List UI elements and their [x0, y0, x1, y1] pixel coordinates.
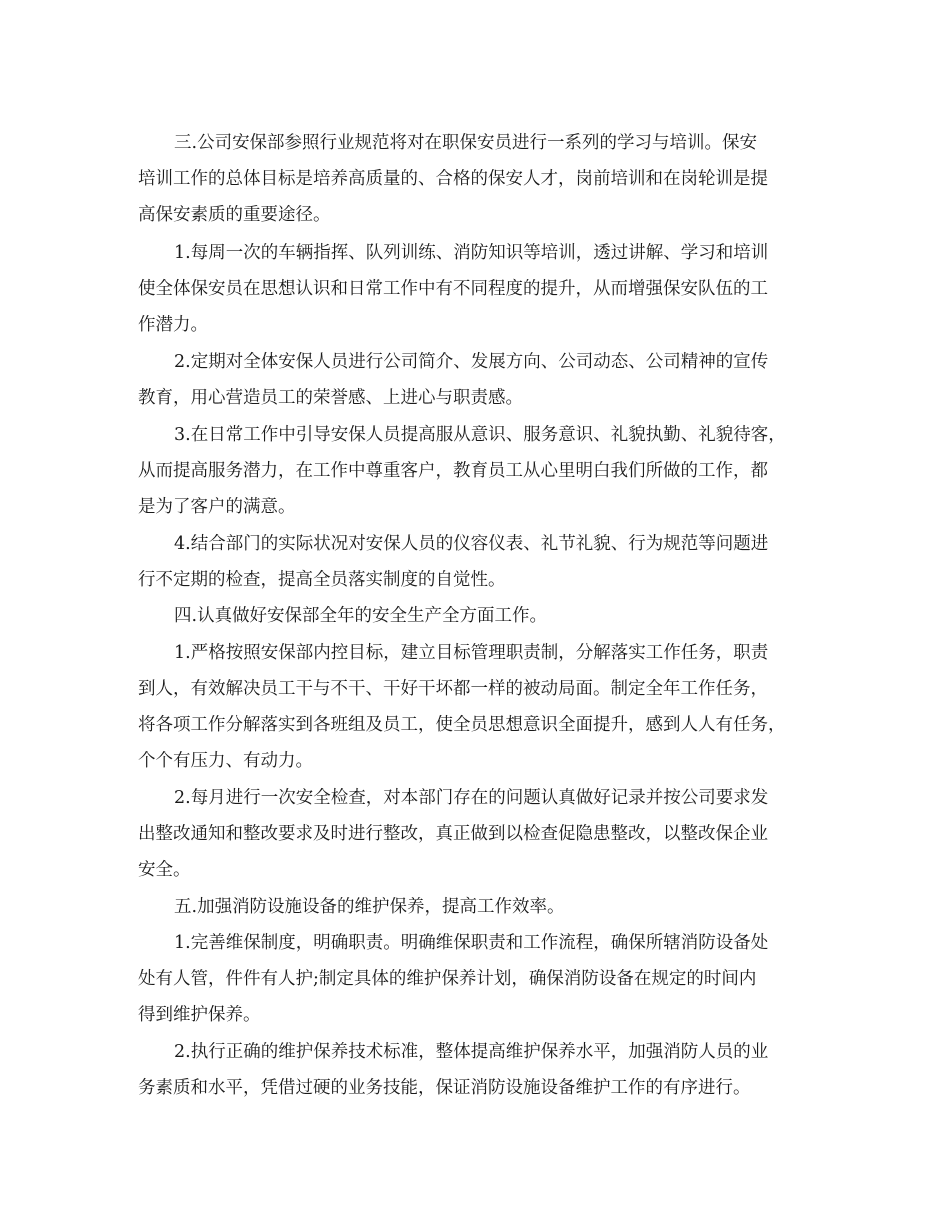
text-line: 到人，有效解决员工干与不干、干好干坏都一样的被动局面。制定全年工作任务， — [138, 679, 768, 699]
text-line: 个个有压力、有动力。 — [138, 751, 313, 771]
text-line: 得到维护保养。 — [138, 1005, 261, 1025]
text-line: 三.公司安保部参照行业规范将对在职保安员进行一系列的学习与培训。保安 — [174, 133, 758, 153]
text-line: 3.在日常工作中引导安保人员提高服从意识、服务意识、礼貌执勤、礼貌待客， — [174, 425, 786, 445]
text-line: 将各项工作分解落实到各班组及员工，使全员思想意识全面提升，感到人人有任务， — [138, 715, 786, 735]
text-line: 教育，用心营造员工的荣誉感、上进心与职责感。 — [138, 388, 523, 408]
text-line: 高保安素质的重要途径。 — [138, 205, 331, 225]
text-line: 1.完善维保制度，明确职责。明确维保职责和工作流程，确保所辖消防设备处 — [174, 933, 769, 953]
text-line: 1.严格按照安保部内控目标，建立目标管理职责制，分解落实工作任务，职责 — [174, 643, 769, 663]
text-line: 培训工作的总体目标是培养高质量的、合格的保安人才，岗前培训和在岗轮训是提 — [138, 169, 768, 189]
text-line: 2.执行正确的维护保养技术标准，整体提高维护保养水平，加强消防人员的业 — [174, 1042, 769, 1062]
text-line: 行不定期的检查，提高全员落实制度的自觉性。 — [138, 570, 506, 590]
text-line: 作潜力。 — [138, 315, 208, 335]
text-line: 四.认真做好安保部全年的安全生产全方面工作。 — [174, 606, 548, 626]
text-line: 安全。 — [138, 860, 191, 880]
text-line: 五.加强消防设施设备的维护保养，提高工作效率。 — [174, 897, 565, 917]
text-line: 处有人管，件件有人护;制定具体的维护保养计划，确保消防设备在规定的时间内 — [138, 969, 757, 989]
text-line: 使全体保安员在思想认识和日常工作中有不同程度的提升，从而增强保安队伍的工 — [138, 279, 768, 299]
text-line: 务素质和水平，凭借过硬的业务技能，保证消防设施设备维护工作的有序进行。 — [138, 1078, 751, 1098]
text-line: 出整改通知和整改要求及时进行整改，真正做到以检查促隐患整改，以整改保企业 — [138, 824, 768, 844]
text-line: 2.定期对全体安保人员进行公司简介、发展方向、公司动态、公司精神的宣传 — [174, 352, 769, 372]
text-line: 1.每周一次的车辆指挥、队列训练、消防知识等培训，透过讲解、学习和培训 — [174, 243, 769, 263]
text-line: 2.每月进行一次安全检查，对本部门存在的问题认真做好记录并按公司要求发 — [174, 788, 769, 808]
text-line: 从而提高服务潜力，在工作中尊重客户，教育员工从心里明白我们所做的工作，都 — [138, 461, 768, 481]
text-line: 是为了客户的满意。 — [138, 497, 296, 517]
text-line: 4.结合部门的实际状况对安保人员的仪容仪表、礼节礼貌、行为规范等问题进 — [174, 534, 769, 554]
